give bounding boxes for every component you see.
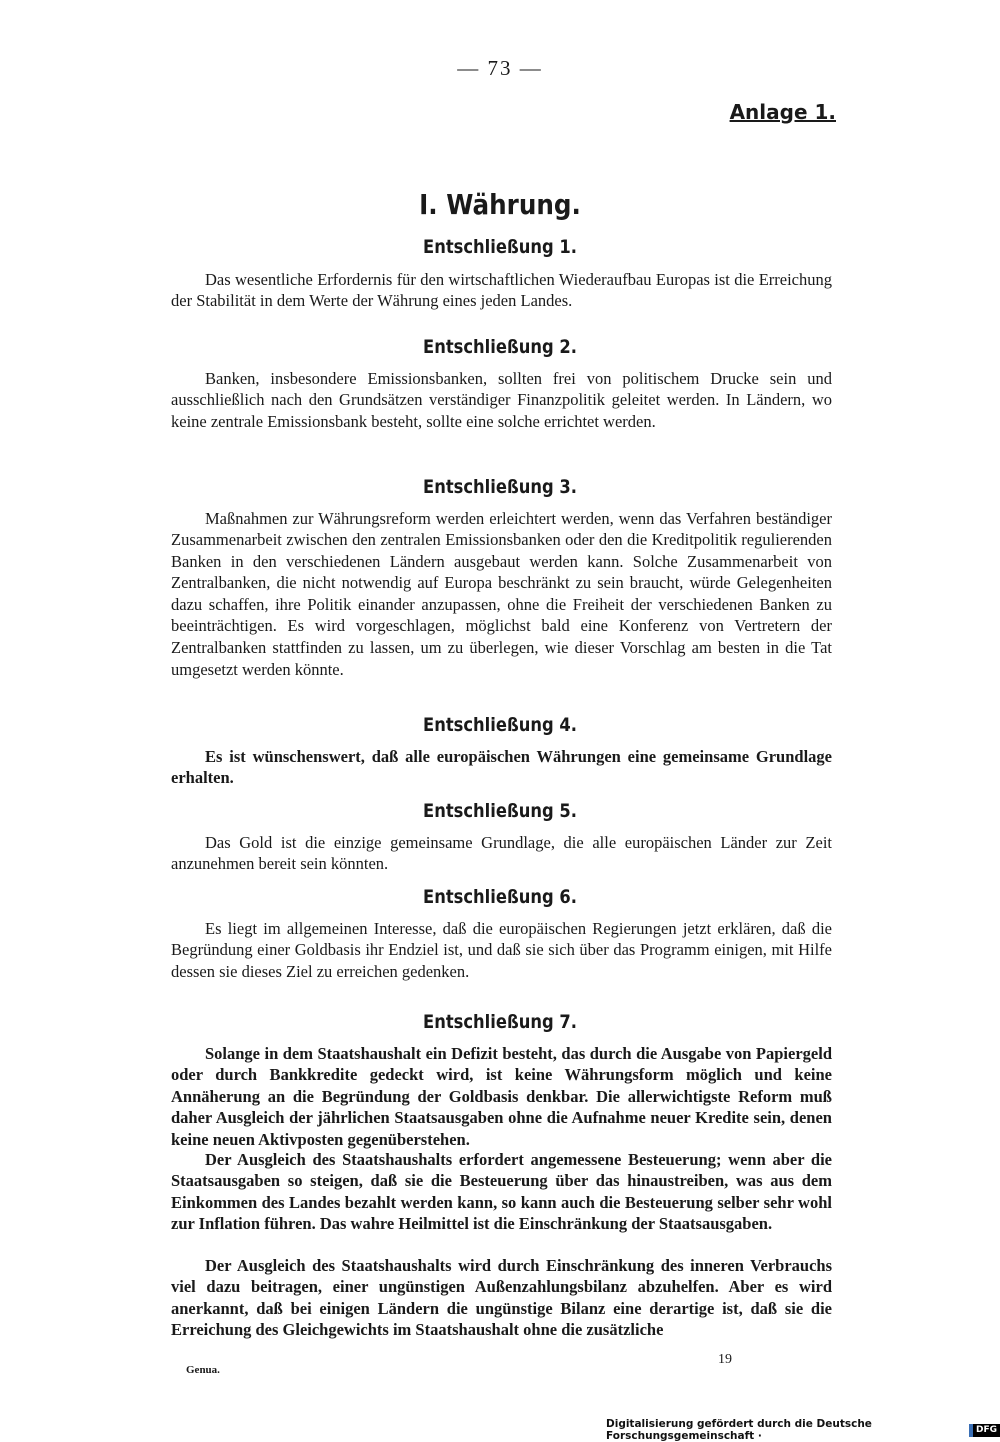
heading-resolution-5: Entschließung 5. [423,800,577,822]
page-number: — 73 — [457,56,543,80]
heading-resolution-3: Entschließung 3. [423,476,577,498]
footer-sheet-number: 19 [718,1352,732,1367]
dfg-logo: DFG [969,1424,1000,1437]
appendix-label: Anlage 1. [729,100,836,124]
heading-resolution-2: Entschließung 2. [423,336,577,358]
paragraph-resolution-7c: Der Ausgleich des Staatshaushalts wird durch Einschränkung des inneren Verbrauchs viel dazu beitragen, einer ungünstigen Außenzahlungsbilanz abzuhelfen. Aber es wird anerkannt, daß bei einigen Ländern die ungünstige Bilanz eine derartige ist, daß sie die Erreichung des Gleichgewichts im Staatshaushalt ohne die zusätzliche [171,1255,832,1340]
paragraph-resolution-6: Es liegt im allgemeinen Interesse, daß die europäischen Regierungen jetzt erklären, daß die Begründung einer Goldbasis ihr Endziel ist, und daß sie sich über das Programm einigen, mit Hilfe dessen sie dieses Ziel zu erreichen gedenken. [171,918,832,981]
heading-resolution-1: Entschließung 1. [423,236,577,258]
heading-resolution-6: Entschließung 6. [423,886,577,908]
footer-signature-mark: Genua. [186,1364,220,1376]
heading-resolution-4: Entschließung 4. [423,714,577,736]
paragraph-resolution-2: Banken, insbesondere Emissionsbanken, sollten frei von politischem Drucke sein und ausschließlich nach den Grundsätzen verständiger Finanzpolitik geleitet werden. In Ländern, wo keine zentrale Emissionsbank besteht, sollte eine solche errichtet werden. [171,368,832,431]
credit-text: Digitalisierung gefördert durch die Deutsche Forschungsgemeinschaft · [606,1418,872,1442]
paragraph-resolution-3: Maßnahmen zur Währungsreform werden erleichtert werden, wenn das Verfahren beständiger Zusammenarbeit zwischen den zentralen Emissionsbanken oder den die Kreditpolitik regulierenden Banken in den verschiedenen Ländern ausgebaut werden kann. Solche Zusammenarbeit von Zentralbanken, die nicht notwendig auf Europa beschränkt zu sein braucht, würde Gelegenheiten dazu schaffen, ihre Politik einander anzupassen, ohne die Freiheit der verschiedenen Banken zu beeinträchtigen. Es wird vorgeschlagen, möglichst bald eine Konferenz von Vertretern der Zentralbanken stattfinden zu lassen, um zu überlegen, wie dieser Vorschlag am besten in die Tat umgesetzt werden könnte. [171,508,832,679]
heading-resolution-7: Entschließung 7. [423,1011,577,1033]
paragraph-resolution-7a: Solange in dem Staatshaushalt ein Defizit besteht, das durch die Ausgabe von Papiergeld oder durch Bankkredite gedeckt wird, ist keine Währungsform möglich und keine Annäherung an die Begründung der Goldbasis denkbar. Die allerwichtigste Reform muß daher Ausgleich der jährlichen Staatsausgaben ohne die Aufnahme neuer Kredite sein, denen keine neuen Aktivposten gegenüberstehen. [171,1043,832,1149]
paragraph-resolution-4: Es ist wünschenswert, daß alle europäischen Währungen eine gemeinsame Grundlage erhalten. [171,746,832,788]
paragraph-resolution-1: Das wesentliche Erfordernis für den wirtschaftlichen Wiederaufbau Europas ist die Erreichung der Stabilität in dem Werte der Währung eines jeden Landes. [171,269,832,311]
section-title: I. Währung. [419,188,581,221]
digitization-credit [606,1418,1000,1442]
paragraph-resolution-5: Das Gold ist die einzige gemeinsame Grundlage, die alle europäischen Länder zur Zeit anzunehmen bereit sein könnten. [171,832,832,874]
paragraph-resolution-7b: Der Ausgleich des Staatshaushalts erfordert angemessene Besteuerung; wenn aber die Staatsausgaben so steigen, daß sie die Besteuerung über das hinaustreiben, was aus dem Einkommen des Landes bezahlt werden kann, so kann auch die Besteuerung selber sehr wohl zur Inflation führen. Das wahre Heilmittel ist die Einschränkung der Staatsausgaben. [171,1149,832,1234]
